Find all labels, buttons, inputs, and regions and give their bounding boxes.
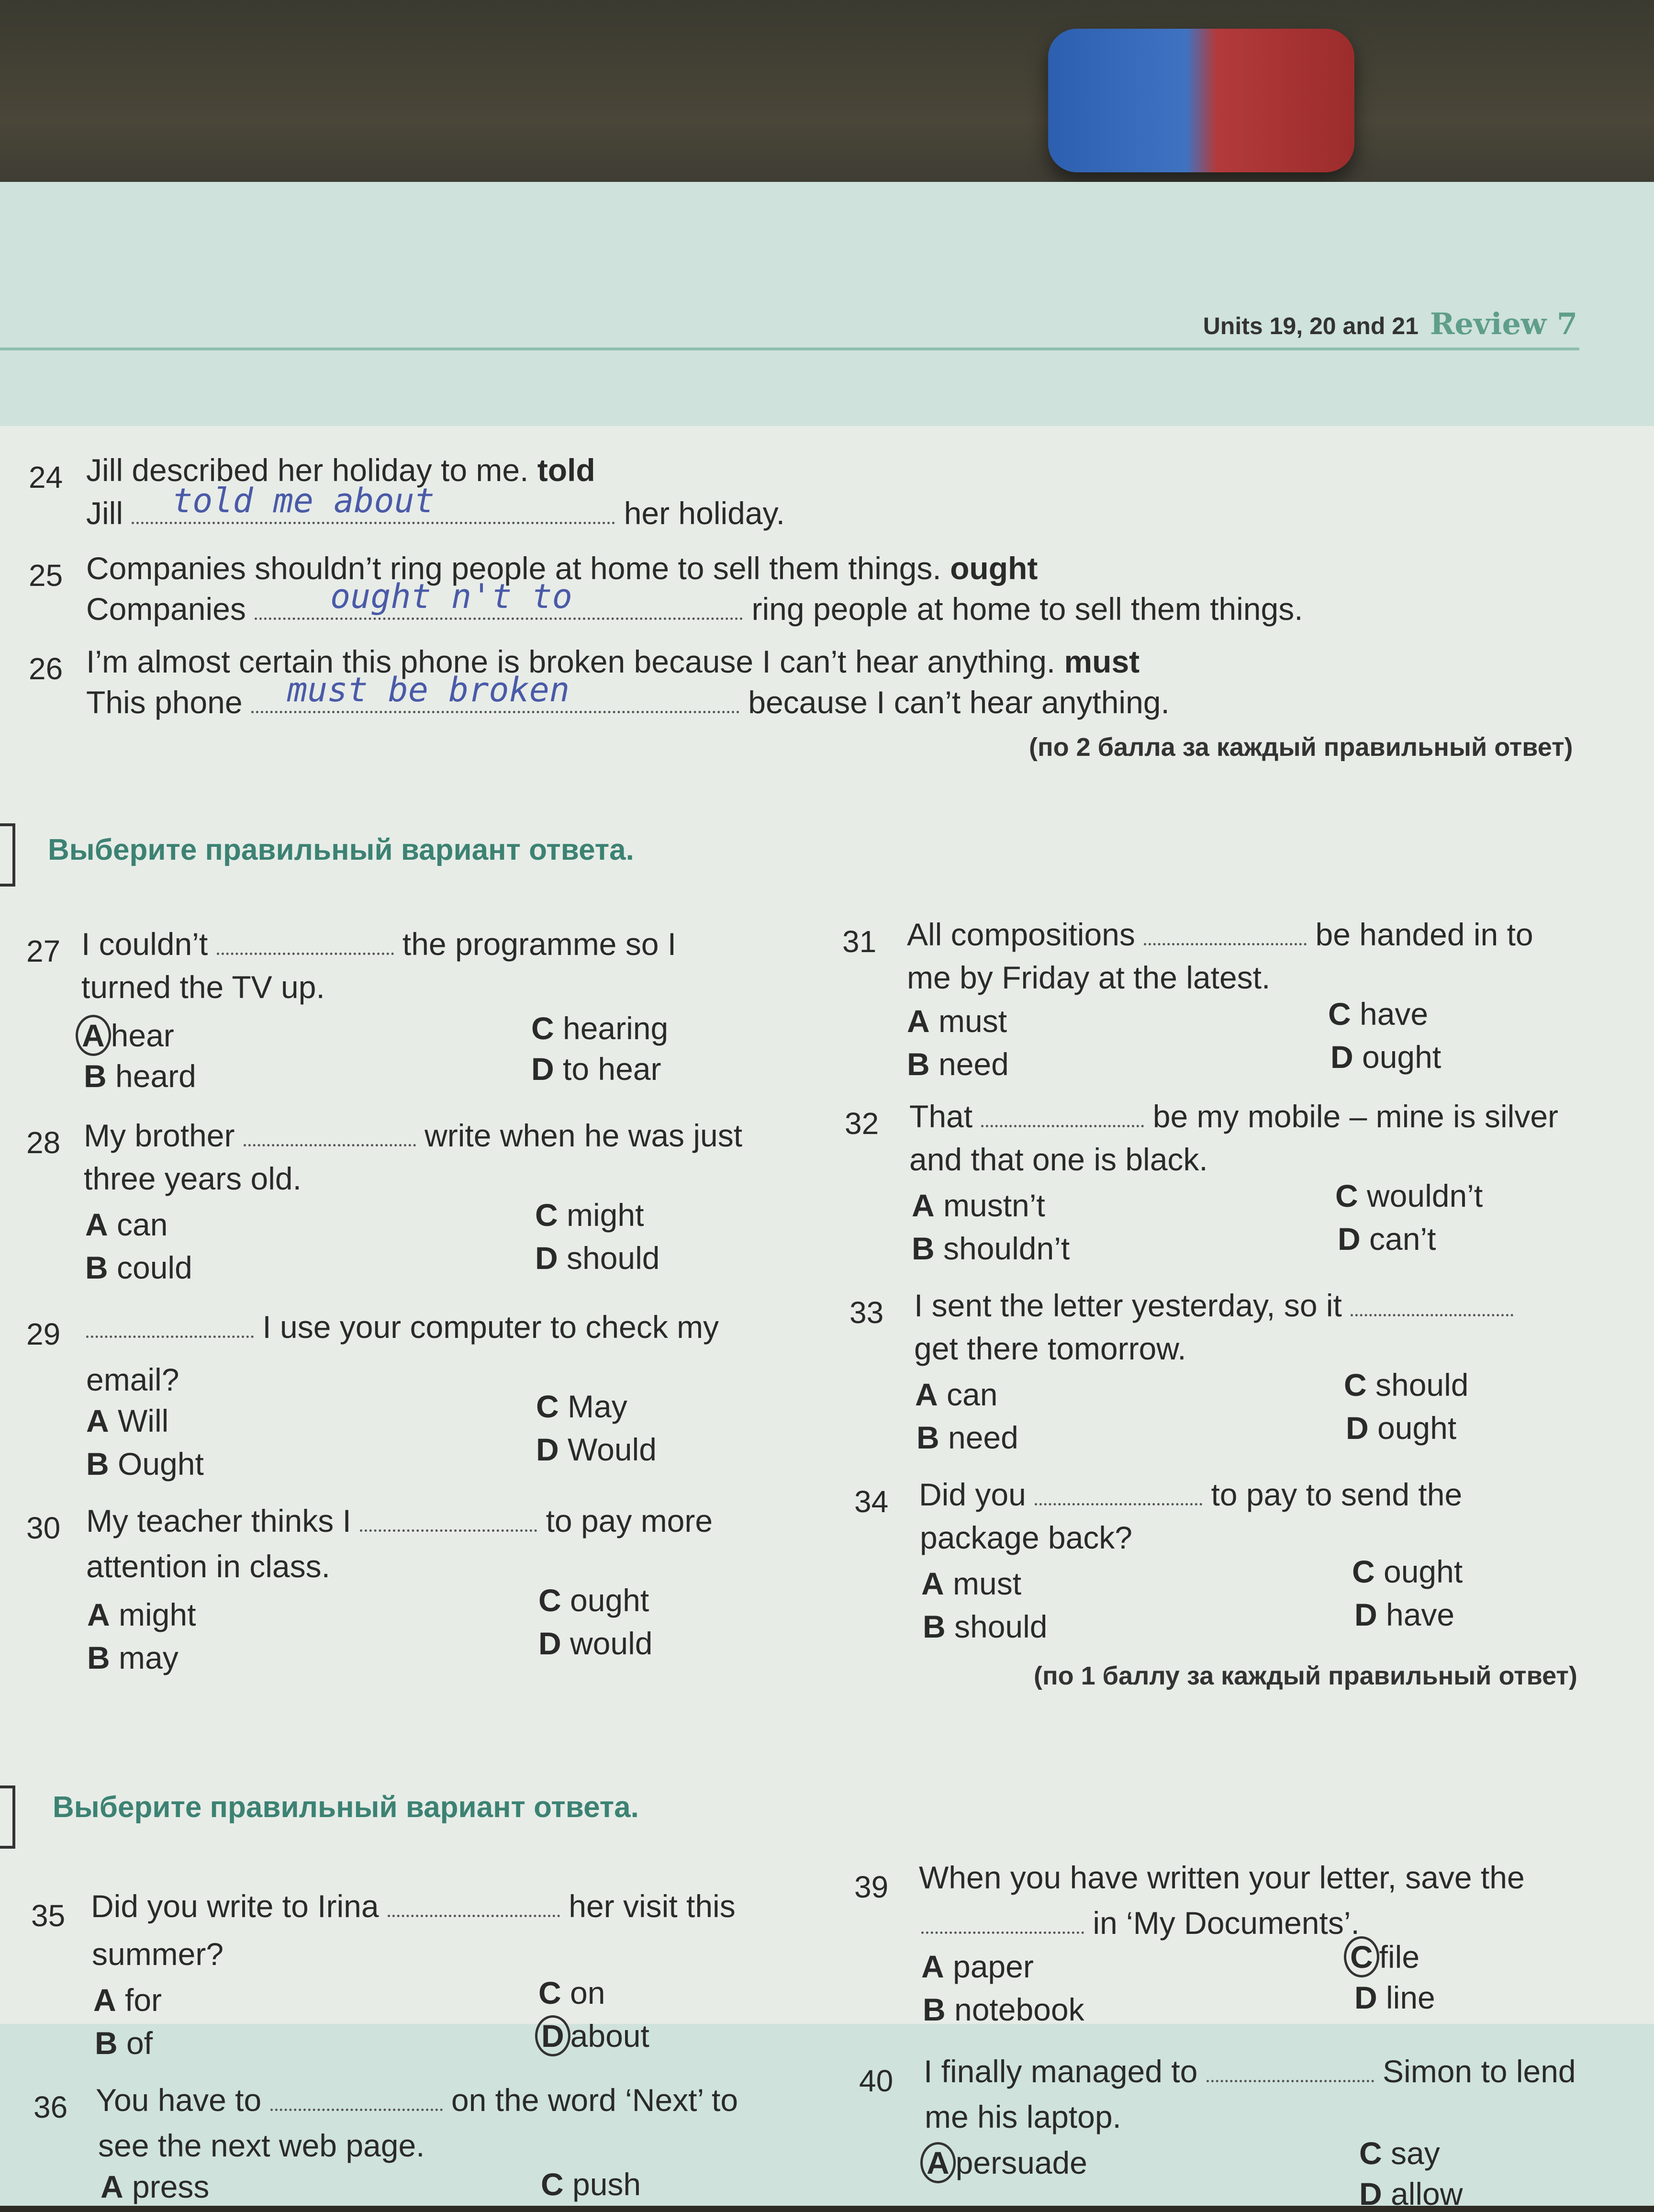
header-rule <box>0 348 1579 350</box>
points-note-2: (по 2 балла за каждый правильный ответ) <box>1029 733 1573 762</box>
q35-number: 35 <box>31 1898 66 1933</box>
q27-text: I couldn’t the programme so I <box>81 926 677 962</box>
q39-number: 39 <box>854 1870 889 1904</box>
q35-option-a[interactable]: A for <box>93 1982 162 2018</box>
q34-option-a[interactable]: A must <box>921 1566 1022 1601</box>
q31-number: 31 <box>842 924 877 959</box>
q27-text-line2: turned the TV up. <box>81 969 325 1005</box>
q40-option-d[interactable]: D allow <box>1359 2176 1463 2212</box>
q28-option-d[interactable]: D should <box>535 1240 660 1276</box>
points-note-1: (по 1 баллу за каждый правильный ответ) <box>1034 1662 1577 1690</box>
q28-text: My brother write when he was just <box>84 1118 743 1153</box>
q29-option-d[interactable]: D Would <box>536 1432 657 1467</box>
q28-option-a[interactable]: A can <box>85 1207 168 1242</box>
q31-option-c[interactable]: C have <box>1328 996 1429 1032</box>
q30-option-c[interactable]: C ought <box>538 1583 649 1618</box>
q27-number: 27 <box>26 934 61 968</box>
q25-handwritten-answer: ought n't to <box>330 577 572 616</box>
q32-text: That be my mobile – mine is silver <box>909 1099 1559 1134</box>
q36-option-a[interactable]: A press <box>101 2169 210 2204</box>
q27-option-c[interactable]: C hearing <box>531 1011 669 1046</box>
q25-prompt: Companies shouldn’t ring people at home to sell them things. ought <box>86 550 1038 586</box>
q39-text-line2: in ‘My Documents’. <box>921 1903 1360 1944</box>
q28-option-b[interactable]: B could <box>85 1250 192 1285</box>
page-header <box>1203 306 1577 341</box>
q39-option-b[interactable]: B notebook <box>923 1992 1084 2027</box>
q33-text-line2: get there tomorrow. <box>914 1331 1186 1366</box>
q34-text-line2: package back? <box>920 1520 1132 1555</box>
q24-stem: Jill her holiday. <box>86 495 785 531</box>
q29-number: 29 <box>26 1317 61 1351</box>
q32-option-d[interactable]: D can’t <box>1338 1221 1436 1257</box>
q40-number: 40 <box>859 2064 894 2098</box>
q34-option-b[interactable]: B should <box>923 1609 1048 1644</box>
desk-background <box>0 0 1654 201</box>
q32-option-a[interactable]: A mustn’t <box>912 1188 1045 1223</box>
q35-option-d[interactable]: D about <box>541 2015 649 2056</box>
eraser-object <box>1048 29 1354 172</box>
q32-option-c[interactable]: C wouldn’t <box>1335 1178 1483 1213</box>
q34-number: 34 <box>854 1484 889 1519</box>
q33-option-a[interactable]: A can <box>915 1377 998 1412</box>
q30-number: 30 <box>26 1511 61 1545</box>
q40-option-c[interactable]: C say <box>1359 2135 1440 2171</box>
q29-option-a[interactable]: A Will <box>86 1403 169 1438</box>
q33-text: I sent the letter yesterday, so it <box>914 1285 1513 1326</box>
q30-text-line2: attention in class. <box>86 1549 330 1584</box>
q24-handwritten-answer: told me about <box>172 481 435 520</box>
q32-text-line2: and that one is black. <box>909 1142 1208 1177</box>
q26-stem: This phone because I can’t hear anything. <box>86 685 1170 720</box>
q26-handwritten-answer: must be broken <box>287 670 570 709</box>
q34-option-c[interactable]: C ought <box>1352 1554 1463 1589</box>
q27-option-b[interactable]: B heard <box>84 1058 196 1094</box>
q25-stem: Companies ring people at home to sell them things. <box>86 591 1303 627</box>
q40-text: I finally managed to Simon to lend <box>924 2054 1576 2089</box>
q29-option-b[interactable]: B Ought <box>86 1446 204 1482</box>
q24-number: 24 <box>29 460 63 494</box>
q28-number: 28 <box>26 1125 61 1160</box>
q39-option-a[interactable]: A paper <box>921 1949 1034 1984</box>
q26-number: 26 <box>29 651 63 686</box>
q30-option-b[interactable]: B may <box>87 1640 179 1675</box>
q39-text: When you have written your letter, save the <box>919 1860 1525 1895</box>
q36-option-c[interactable]: C push <box>541 2167 641 2202</box>
section-e-marker <box>0 1785 15 1849</box>
units-label: Units 19, 20 and 21 <box>1203 313 1419 339</box>
q31-text: All compositions be handed in to <box>907 917 1533 952</box>
q40-option-a[interactable]: A persuade <box>926 2142 1087 2183</box>
q36-text-line2: see the next web page. <box>98 2128 425 2163</box>
q34-text: Did you to pay to send the <box>919 1477 1463 1512</box>
q29-text: I use your computer to check my <box>86 1307 719 1348</box>
q34-option-d[interactable]: D have <box>1354 1597 1455 1632</box>
review-label: Review 7 <box>1430 306 1577 341</box>
q35-option-b[interactable]: B of <box>95 2025 153 2061</box>
q36-text: You have to on the word ‘Next’ to <box>96 2082 738 2118</box>
q30-text: My teacher thinks I to pay more <box>86 1503 713 1538</box>
q33-number: 33 <box>849 1295 884 1330</box>
q31-option-a[interactable]: A must <box>907 1003 1007 1039</box>
q40-text-line2: me his laptop. <box>925 2099 1121 2134</box>
q30-option-d[interactable]: D would <box>538 1626 653 1661</box>
q26-prompt: I’m almost certain this phone is broken because I can’t hear anything. must <box>86 644 1140 679</box>
q36-number: 36 <box>34 2090 68 2124</box>
q35-text: Did you write to Irina her visit this <box>91 1888 736 1924</box>
q39-option-c[interactable]: C file <box>1350 1936 1419 1977</box>
q28-text-line2: three years old. <box>84 1161 302 1196</box>
q32-option-b[interactable]: B shouldn’t <box>912 1231 1070 1266</box>
q35-text-line2: summer? <box>92 1936 224 1972</box>
q35-option-c[interactable]: C on <box>538 1975 605 2010</box>
q32-number: 32 <box>845 1106 879 1141</box>
section-e-title: Выберите правильный вариант ответа. <box>53 1791 639 1824</box>
q30-option-a[interactable]: A might <box>87 1597 196 1632</box>
q31-option-b[interactable]: B need <box>907 1046 1009 1082</box>
section-d-marker <box>0 823 15 887</box>
q39-option-d[interactable]: D line <box>1354 1980 1435 2015</box>
section-d-title: Выберите правильный вариант ответа. <box>48 833 634 866</box>
q25-number: 25 <box>29 558 63 593</box>
q33-option-c[interactable]: C should <box>1344 1367 1469 1403</box>
q33-option-d[interactable]: D ought <box>1346 1410 1457 1446</box>
q29-text-line2: email? <box>86 1362 179 1397</box>
q31-text-line2: me by Friday at the latest. <box>907 960 1271 995</box>
q28-option-c[interactable]: C might <box>535 1197 644 1233</box>
q24-prompt: Jill described her holiday to me. told <box>86 452 595 488</box>
q29-option-c[interactable]: C May <box>536 1389 627 1424</box>
q27-option-d[interactable]: D to hear <box>531 1051 661 1087</box>
q31-option-d[interactable]: D ought <box>1330 1039 1442 1075</box>
q27-option-a[interactable]: A hear <box>81 1015 174 1056</box>
q33-option-b[interactable]: B need <box>916 1420 1018 1455</box>
